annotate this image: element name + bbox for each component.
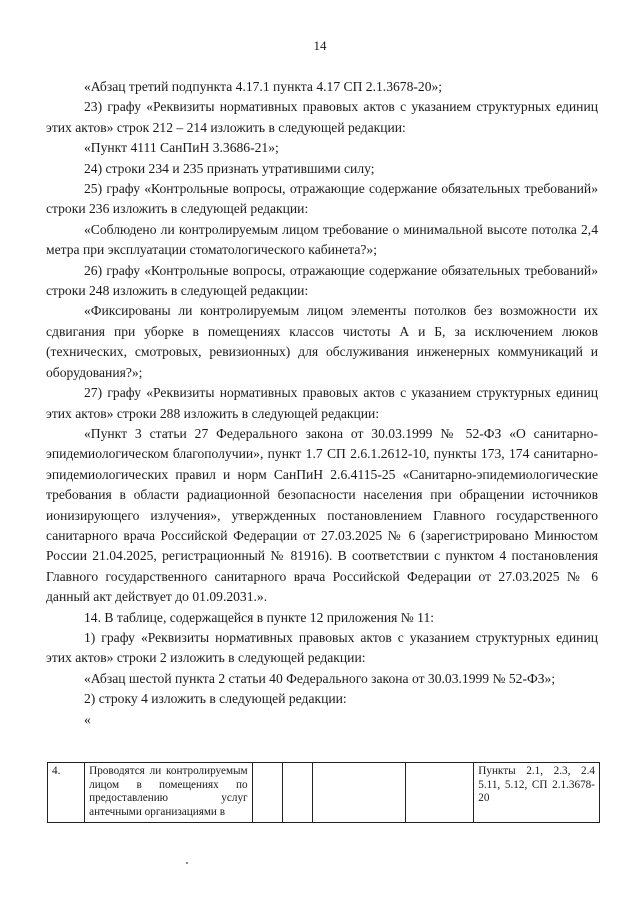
row-number-cell: 4. [48,763,85,823]
document-body [46,60,598,730]
paragraph: « [84,711,91,727]
paragraph: «Фиксированы ли контролируемым лицом элементы потолков без возможности их сдвигания при уборке в помещениях классов чистоты А и Б, за исключением люков (технических, смотровых, ревизионных) для обслуживания инженерных коммуникаций и оборудования?»; [46,303,598,380]
empty-cell [282,763,312,823]
empty-cell [312,763,405,823]
question-cell: Проводятся ли контролируемым лицом в помещениях по предоставлению услуг антечными организациями в [85,763,253,823]
empty-cell [405,763,473,823]
requisites-cell: Пункты 2.1, 2.3, 2.4 5.11, 5.12, СП 2.1.3678-20 [474,763,600,823]
paragraph: «Пункт 3 статьи 27 Федерального закона от 30.03.1999 № 52-ФЗ «О санитарно-эпидемиологическом благополучии», пункт 1.7 СП 2.6.1.2612-10, пункты 173, 174 санитарно-эпидемиологических правил и норм СанПиН 2.6.4115-25 «Санитарно-эпидемиологические требования в области радиационной безопасности населения при обращении источников ионизирующего излучения», утвержденных постановлением Главного государственного санитарного врача Российской Федерации от 27.03.2025 № 6 (зарегистрировано Минюстом России 21.04.2025, регистрационный № 81916). В соответствии с пунктом 4 постановления Главного государственного санитарного врача Российской Федерации от 27.03.2025 № 6 данный акт действует до 01.09.2031.». [46,425,598,605]
amendment-table [47,762,600,823]
paragraph: 1) графу «Реквизиты нормативных правовых актов с указанием структурных единиц этих актов» строки 2 изложить в следующей редакции: [46,629,598,666]
table-row [48,763,600,823]
paragraph: 26) графу «Контрольные вопросы, отражающие содержание обязательных требований» строки 248 изложить в следующей редакции: [46,262,598,299]
page-number: 14 [313,38,327,53]
paragraph: 23) графу «Реквизиты нормативных правовых актов с указанием структурных единиц этих актов» строк 212 – 214 изложить в следующей редакции: [46,99,598,135]
paragraph: «Пункт 4111 СанПиН 3.3686-21»; [84,140,279,156]
paragraph: 27) графу «Реквизиты нормативных правовых актов с указанием структурных единиц этих актов» строки 288 изложить в следующей редакции: [46,385,598,421]
paragraph: «Соблюдено ли контролируемым лицом требование о минимальной высоте потолка 2,4 метра при эксплуатации стоматологического кабинета?»; [46,221,598,258]
scan-speck [186,862,188,864]
paragraph: «Абзац шестой пункта 2 статьи 40 Федерального закона от 30.03.1999 № 52-ФЗ»; [84,670,556,686]
paragraph: 24) строки 234 и 235 признать утратившими силу; [84,160,375,176]
empty-cell [252,763,282,823]
paragraph: 2) строку 4 изложить в следующей редакции: [84,691,347,707]
paragraph: «Абзац третий подпункта 4.17.1 пункта 4.17 СП 2.1.3678-20»; [84,79,443,94]
paragraph: 25) графу «Контрольные вопросы, отражающие содержание обязательных требований» строки 236 изложить в следующей редакции: [46,181,598,217]
paragraph: 14. В таблице, содержащейся в пункте 12 приложения № 11: [84,609,435,625]
